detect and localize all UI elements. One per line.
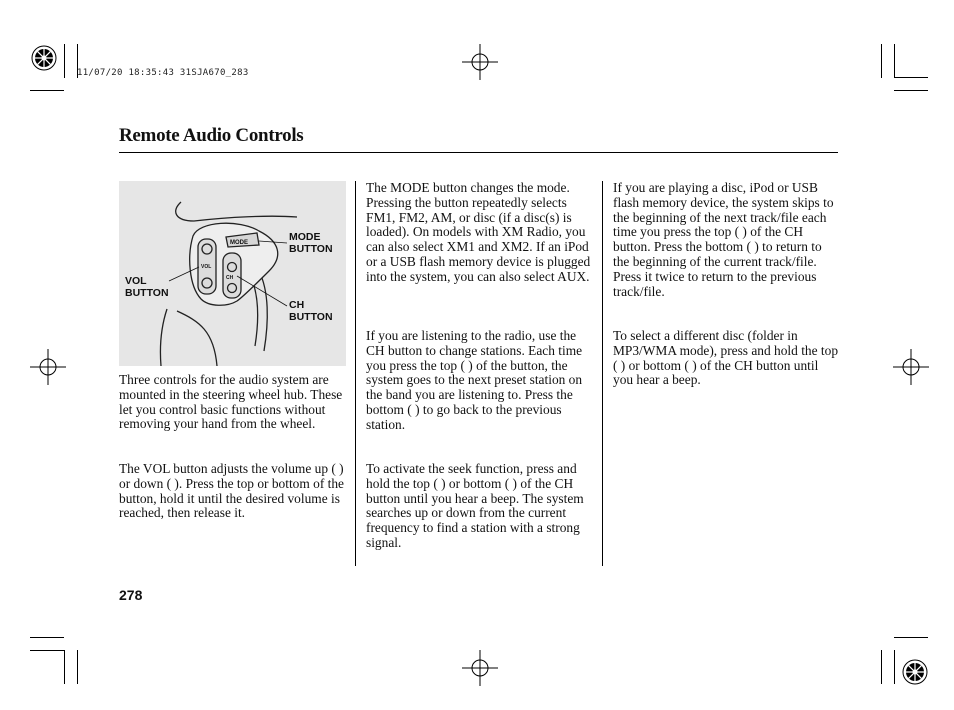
crop-mark	[30, 637, 64, 638]
paragraph-disc-select: To select a different disc (folder in MP3/WMA mode), press and hold the top ( ) or bottom ( ) of the CH button until you hear a beep.	[613, 328, 839, 388]
crop-mark	[881, 650, 882, 684]
registration-target-left-icon	[30, 349, 66, 385]
steering-wheel-hub-illustration	[119, 181, 346, 366]
column-divider	[355, 181, 356, 566]
registration-target-right-icon	[893, 349, 929, 385]
title-divider	[119, 152, 838, 153]
vol-button-callout	[125, 275, 169, 299]
ch-callout-line1: CH	[289, 299, 305, 311]
crop-mark	[894, 650, 895, 684]
page-title: Remote Audio Controls	[119, 125, 304, 146]
steering-wheel-controls-figure	[119, 181, 346, 366]
registration-target-top-icon	[462, 44, 498, 80]
crop-mark	[64, 44, 65, 78]
mode-button-callout	[289, 231, 333, 255]
paragraph-mode-button: The MODE button changes the mode. Pressing the button repeatedly selects FM1, FM2, AM, or disc (if a disc(s) is loaded). On models with XM Radio, you can also select XM1 and XM2. If an iPod or a USB flash memory device is plugged into the system, you can also select AUX.	[366, 180, 591, 284]
page-number: 278	[119, 587, 143, 603]
crop-mark	[30, 650, 64, 651]
print-stamp: 11/07/20 18:35:43 31SJA670_283	[77, 68, 249, 78]
vol-callout-line1: VOL	[125, 275, 147, 287]
registration-mark-bottom-right-icon	[901, 658, 929, 686]
paragraph-seek-function: To activate the seek function, press and hold the top ( ) or bottom ( ) of the CH button until you hear a beep. The system searches up or down from the current frequency to find a station with a strong signal.	[366, 461, 584, 550]
registration-target-bottom-icon	[462, 650, 498, 686]
paragraph-controls-intro: Three controls for the audio system are mounted in the steering wheel hub. These let you control basic functions without removing your hand from the wheel.	[119, 372, 343, 432]
column-divider	[602, 181, 603, 566]
crop-mark	[30, 90, 64, 91]
crop-mark	[64, 650, 65, 684]
paragraph-ch-radio: If you are listening to the radio, use the CH button to change stations. Each time you press the top ( ) of the button, the system goes to the next preset station on the band you are listening to. Press the bottom ( ) to go back to the previous station.	[366, 328, 583, 432]
paragraph-vol-button: The VOL button adjusts the volume up ( ) or down ( ). Press the top or bottom of the button, hold it until the desired volume is reached, then release it.	[119, 461, 345, 521]
ch-button-callout	[289, 299, 333, 323]
crop-mark	[894, 77, 928, 78]
registration-mark-top-left-icon	[30, 44, 58, 72]
mode-callout-line1: MODE	[289, 231, 321, 243]
crop-mark	[894, 637, 928, 638]
crop-mark	[77, 650, 78, 684]
mode-key-text: MODE	[230, 240, 248, 246]
crop-mark	[894, 44, 895, 78]
crop-mark	[881, 44, 882, 78]
crop-mark	[894, 90, 928, 91]
vol-key-text: VOL	[201, 264, 212, 270]
paragraph-track-skip: If you are playing a disc, iPod or USB flash memory device, the system skips to the beginning of the next track/file each time you press the top ( ) of the CH button. Press the bottom ( ) to return to the beginning of the current track/file. Press it twice to return to the previous track/file.	[613, 180, 834, 299]
ch-callout-line2: BUTTON	[289, 311, 333, 323]
ch-key-text: CH	[226, 275, 234, 281]
mode-callout-line2: BUTTON	[289, 243, 333, 255]
vol-callout-line2: BUTTON	[125, 287, 169, 299]
